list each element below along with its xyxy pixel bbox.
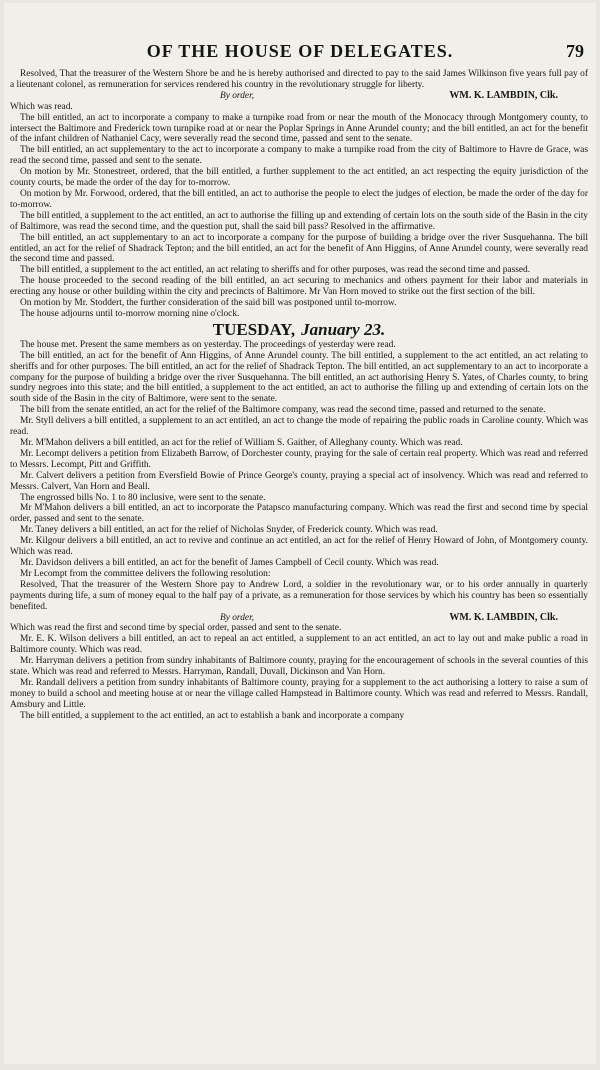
- clerk-name: WM. K. LAMBDIN, Clk.: [449, 611, 558, 623]
- paragraph: Mr. Taney delivers a bill entitled, an act for the relief of Nicholas Snyder, of Frederick county. Which was read.: [20, 525, 438, 536]
- paragraph: The house adjourns until to-morrow morning nine o'clock.: [20, 308, 240, 319]
- paragraph: The bill entitled, an act for the benefit of Ann Higgins, of Anne Arundel county. The bill entitled, a supplement to the act entitled, an act relating to sheriffs and for other purposes. The bill entitled, an act for the relief of Shadrack Tepton. The bill entitled, an act supplementary to an act to incorporate a company for the purpose of building a bridge over the river Susquehanna. The bill entitled, an act authorising Henry S. Yates, of Charles county, to bring sundry negroes into this state; and the bill entitled, a supplement to the act entitled, an act to authorise the filling up and extending of certain lots on the south side of the Basin in the city of Baltimore, were sent to the senate.: [10, 350, 588, 405]
- page-number: 79: [566, 41, 584, 61]
- paragraph: The bill entitled, a supplement to the act entitled, an act to establish a bank and incorporate a company: [20, 710, 405, 721]
- paragraph: Which was read.: [10, 101, 73, 112]
- paragraph: Mr. Styll delivers a bill entitled, a supplement to an act entitled, an act to change the mode of repairing the public roads in Caroline county. Which was read.: [10, 416, 588, 438]
- day-heading: [10, 320, 588, 340]
- clerk-name: WM. K. LAMBDIN, Clk.: [449, 89, 558, 101]
- weekday: TUESDAY,: [212, 319, 296, 339]
- journal-page: [4, 3, 596, 1064]
- signature-line: [10, 613, 588, 624]
- running-head: OF THE HOUSE OF DELEGATES.: [146, 41, 454, 61]
- paragraph: Mr. E. K. Wilson delivers a bill entitled, an act to repeal an act entitled, a supplement to an act entitled, an act to lay out and make public a road in Baltimore county. Which was read.: [10, 634, 588, 656]
- paragraph: The bill entitled, an act supplementary to an act to incorporate a company for the purpose of building a bridge over the river Susquehanna. The bill entitled, an act for the relief of Shadrack Tepton; and the bill entitled, an act for the benefit of Ann Higgins, of Anne Arundel county, were severally read the second time and passed.: [10, 232, 588, 265]
- paragraph: Mr. Calvert delivers a petition from Eversfield Bowie of Prince George's county, praying a special act of insolvency. Which was read and referred to Messrs. Calvert, Van Horn and Beall.: [10, 470, 588, 492]
- tuesday-proceedings: [10, 340, 588, 613]
- paragraph: Mr. Harryman delivers a petition from sundry inhabitants of Baltimore county, praying for the encouragement of schools in the several counties of this state. Which was read and referred to Messrs. Harryman, Randall, Duvall, Dickinson and Van Horn.: [10, 656, 588, 678]
- paragraph: The bill entitled, a supplement to the act entitled, an act to authorise the filling up and extending of certain lots on the south side of the Basin in the city of Baltimore, was read the second time, and the question put, shall the said bill pass? Resolved in the affirmative.: [10, 210, 588, 232]
- resolution-wilkinson: [10, 69, 588, 91]
- paragraph: The bill entitled, an act supplementary to the act to incorporate a company to make a turnpike road from the city of Baltimore to Havre de Grace, was read the second time, passed and sent to the senate.: [10, 145, 588, 167]
- paragraph: Resolved, That the treasurer of the Western Shore be and he is hereby authorised and directed to pay to the said James Wilkinson five years full pay of a lieutenant colonel, as remuneration for services rendered his country in the revolutionary struggle for liberty.: [10, 69, 588, 90]
- paragraph: On motion by Mr. Forwood, ordered, that the bill entitled, an act to authorise the people to elect the judges of election, be made the order of the day for to-morrow.: [10, 188, 588, 210]
- tuesday-proceedings-continued: [10, 623, 588, 721]
- paragraph: Mr. Kilgour delivers a bill entitled, an act to revive and continue an act entitled, an act for the relief of Henry Howard of John, of Montgomery county. Which was read.: [10, 536, 588, 558]
- paragraph: On motion by Mr. Stoddert, the further consideration of the said bill was postponed until to-morrow.: [20, 298, 397, 309]
- paragraph: The house proceeded to the second reading of the bill entitled, an act securing to mechanics and others payment for their labor and materials in erecting any house or other building within the city and precincts of Baltimore. Mr Van Horn moved to strike out the first section of the bill.: [10, 276, 588, 298]
- signature-line: [10, 91, 588, 102]
- journal-body: [10, 69, 588, 722]
- by-order: By order,: [220, 612, 255, 623]
- paragraph: Mr M'Mahon delivers a bill entitled, an act to incorporate the Patapsco manufacturing company. Which was read the first and second time by special order, passed and sent to the senate.: [10, 503, 588, 525]
- paragraph: The engrossed bills No. 1 to 80 inclusive, were sent to the senate.: [20, 492, 266, 503]
- paragraph: The bill entitled, an act to incorporate a company to make a turnpike road from or near the mouth of the Monocacy through Montgomery county, to intersect the Baltimore and Frederick town turnpike road at or near the Poplar Springs in Anne Arundel county; and the bill entitled, an act for the benefit of the infant children of Nathaniel Cacy, were severally read the second time, passed and sent to the senate.: [10, 112, 588, 145]
- monday-proceedings: [10, 102, 588, 320]
- by-order: By order,: [220, 90, 255, 101]
- paragraph: Mr Lecompt from the committee delivers the following resolution:: [20, 568, 271, 579]
- paragraph: Mr. Lecompt delivers a petition from Elizabeth Barrow, of Dorchester county, praying for the sale of certain real property. Which was read and referred to Messrs. Lecompt, Pitt and Griffith.: [10, 448, 588, 470]
- resolution-lord: Resolved, That the treasurer of the Western Shore pay to Andrew Lord, a soldier in the revolutionary war, or to his order annually in quarterly payments during life, a sum of money equal to the half pay of a private, as a remuneration for those services by which his country has been so essentially benefited.: [10, 579, 588, 612]
- date: January 23.: [301, 319, 386, 339]
- paragraph: The house met. Present the same members as on yesterday. The proceedings of yesterday were read.: [20, 339, 396, 350]
- paragraph: Mr. Davidson delivers a bill entitled, an act for the benefit of James Campbell of Cecil county. Which was read.: [20, 557, 439, 568]
- paragraph: The bill from the senate entitled, an act for the relief of the Baltimore company, was read the second time, passed and returned to the senate.: [20, 405, 546, 416]
- paragraph: Mr. M'Mahon delivers a bill entitled, an act for the relief of William S. Gaither, of Alleghany county. Which was read.: [20, 438, 463, 448]
- paragraph: The bill entitled, a supplement to the act entitled, an act relating to sheriffs and for other purposes, was read the second time and passed.: [20, 265, 531, 276]
- paragraph: Which was read the first and second time by special order, passed and sent to the senate.: [10, 623, 342, 634]
- paragraph: On motion by Mr. Stonestreet, ordered, that the bill entitled, a further supplement to the act entitled, an act respecting the equity jurisdiction of the county courts, be made the order of the day for to-morrow.: [10, 167, 588, 189]
- paragraph: Mr. Randall delivers a petition from sundry inhabitants of Baltimore county, praying for a supplement to the act authorising a lottery to raise a sum of money to build a school and meeting house at or near the village called Hampstead in Baltimore county. Which was read and referred to Messrs. Randall, Amsbury and Little.: [10, 677, 588, 710]
